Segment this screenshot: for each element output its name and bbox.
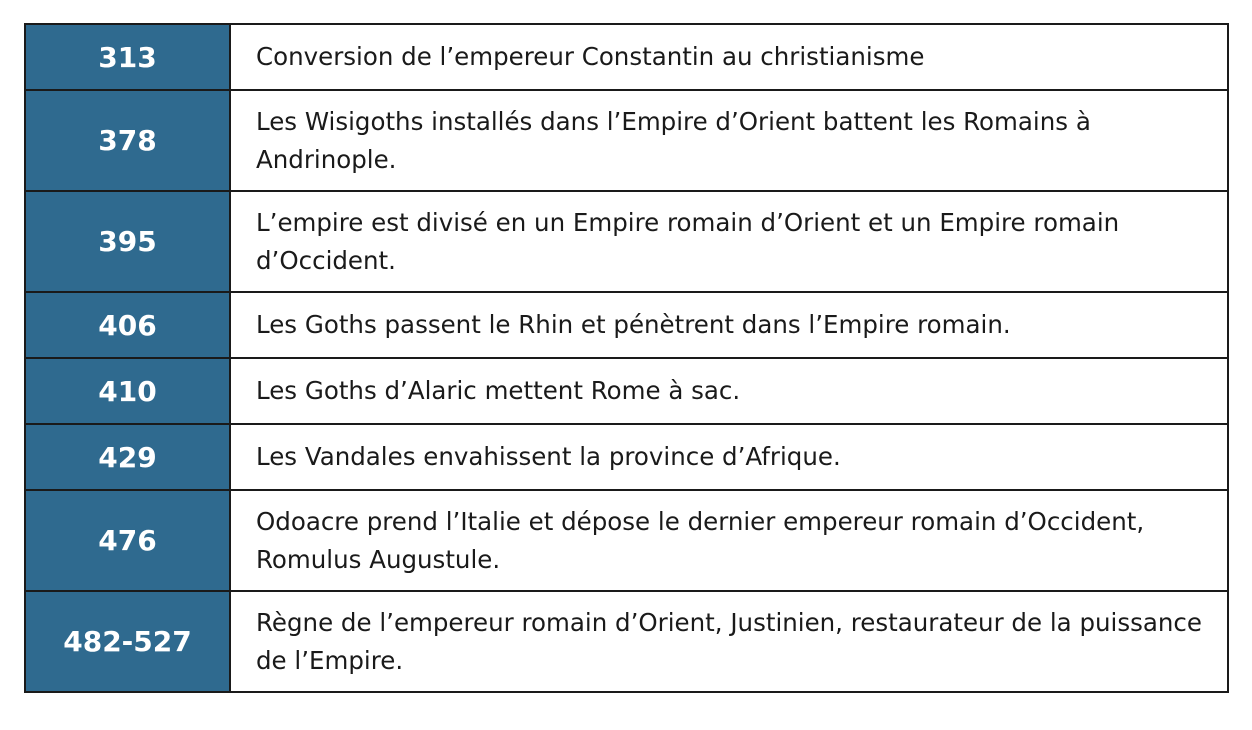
event-date: 406 [25, 292, 230, 358]
timeline-row [25, 90, 1228, 191]
event-description: Les Goths passent le Rhin et pénètrent dans l’Empire romain. [230, 292, 1228, 358]
event-description: Les Wisigoths installés dans l’Empire d’Orient battent les Romains à Andrinople. [230, 90, 1228, 191]
timeline-row [25, 490, 1228, 591]
timeline-row [25, 591, 1228, 692]
event-description: Odoacre prend l’Italie et dépose le dernier empereur romain d’Occident, Romulus Augustule. [230, 490, 1228, 591]
event-date: 429 [25, 424, 230, 490]
timeline-row [25, 292, 1228, 358]
event-date: 378 [25, 90, 230, 191]
event-description: Règne de l’empereur romain d’Orient, Justinien, restaurateur de la puissance de l’Empire. [230, 591, 1228, 692]
event-date: 410 [25, 358, 230, 424]
event-date: 476 [25, 490, 230, 591]
event-date: 313 [25, 24, 230, 90]
timeline-row [25, 191, 1228, 292]
event-description: Les Vandales envahissent la province d’Afrique. [230, 424, 1228, 490]
event-description: L’empire est divisé en un Empire romain d’Orient et un Empire romain d’Occident. [230, 191, 1228, 292]
event-description: Conversion de l’empereur Constantin au christianisme [230, 24, 1228, 90]
event-date: 482-527 [25, 591, 230, 692]
event-description: Les Goths d’Alaric mettent Rome à sac. [230, 358, 1228, 424]
timeline-row [25, 424, 1228, 490]
timeline-row [25, 358, 1228, 424]
event-date: 395 [25, 191, 230, 292]
timeline-row [25, 24, 1228, 90]
timeline-table [24, 23, 1229, 693]
